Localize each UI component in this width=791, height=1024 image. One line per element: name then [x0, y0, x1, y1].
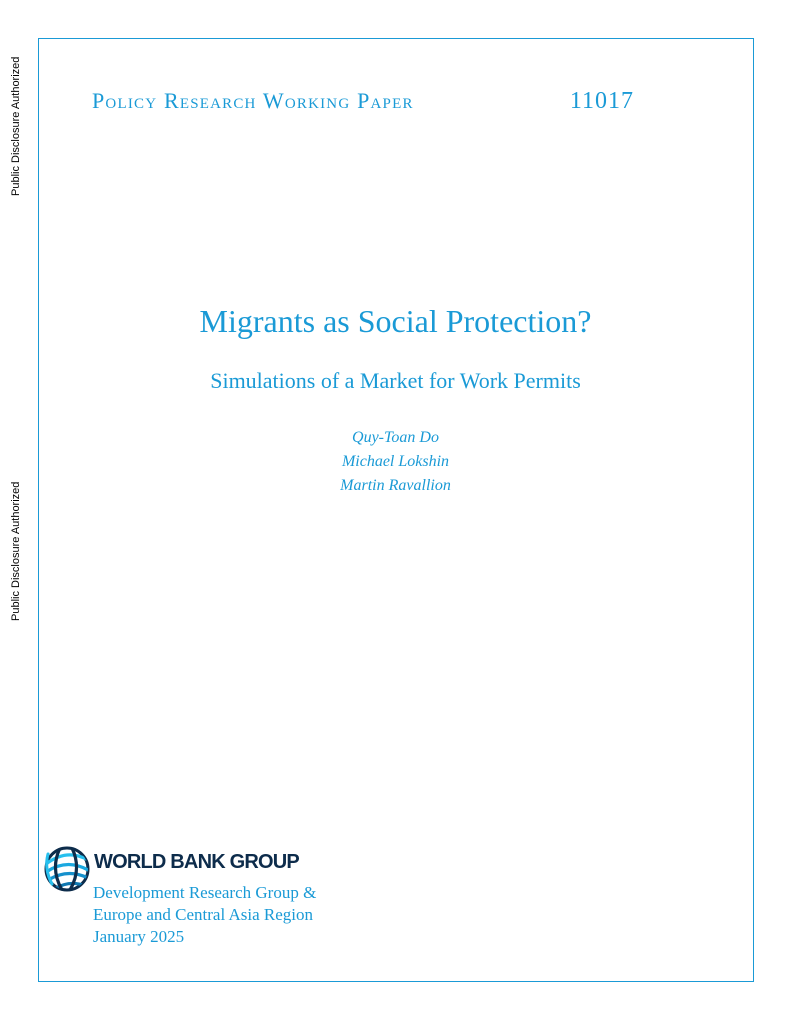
publisher-unit: Development Research Group & [93, 883, 317, 902]
author-list [0, 426, 791, 498]
author-name: Michael Lokshin [341, 453, 450, 470]
author-name: Quy-Toan Do [352, 429, 439, 446]
series-title: Policy Research Working Paper [92, 88, 414, 113]
series-header [92, 88, 652, 115]
author-name: Martin Ravallion [340, 477, 451, 494]
series-number: 11017 [569, 88, 634, 114]
paper-title: Migrants as Social Protection? [199, 303, 592, 339]
disclosure-note-top: Public Disclosure Authorized [10, 56, 22, 196]
globe-icon [42, 844, 92, 894]
paper-subtitle: Simulations of a Market for Work Permits [210, 368, 581, 393]
publication-date: January 2025 [93, 927, 185, 946]
publisher-info [93, 882, 316, 948]
logo-wordmark: WORLD BANK GROUP [94, 850, 299, 873]
publisher-unit: Europe and Central Asia Region [93, 905, 314, 924]
cover-frame [38, 38, 754, 982]
disclosure-note-middle: Public Disclosure Authorized [10, 481, 22, 621]
